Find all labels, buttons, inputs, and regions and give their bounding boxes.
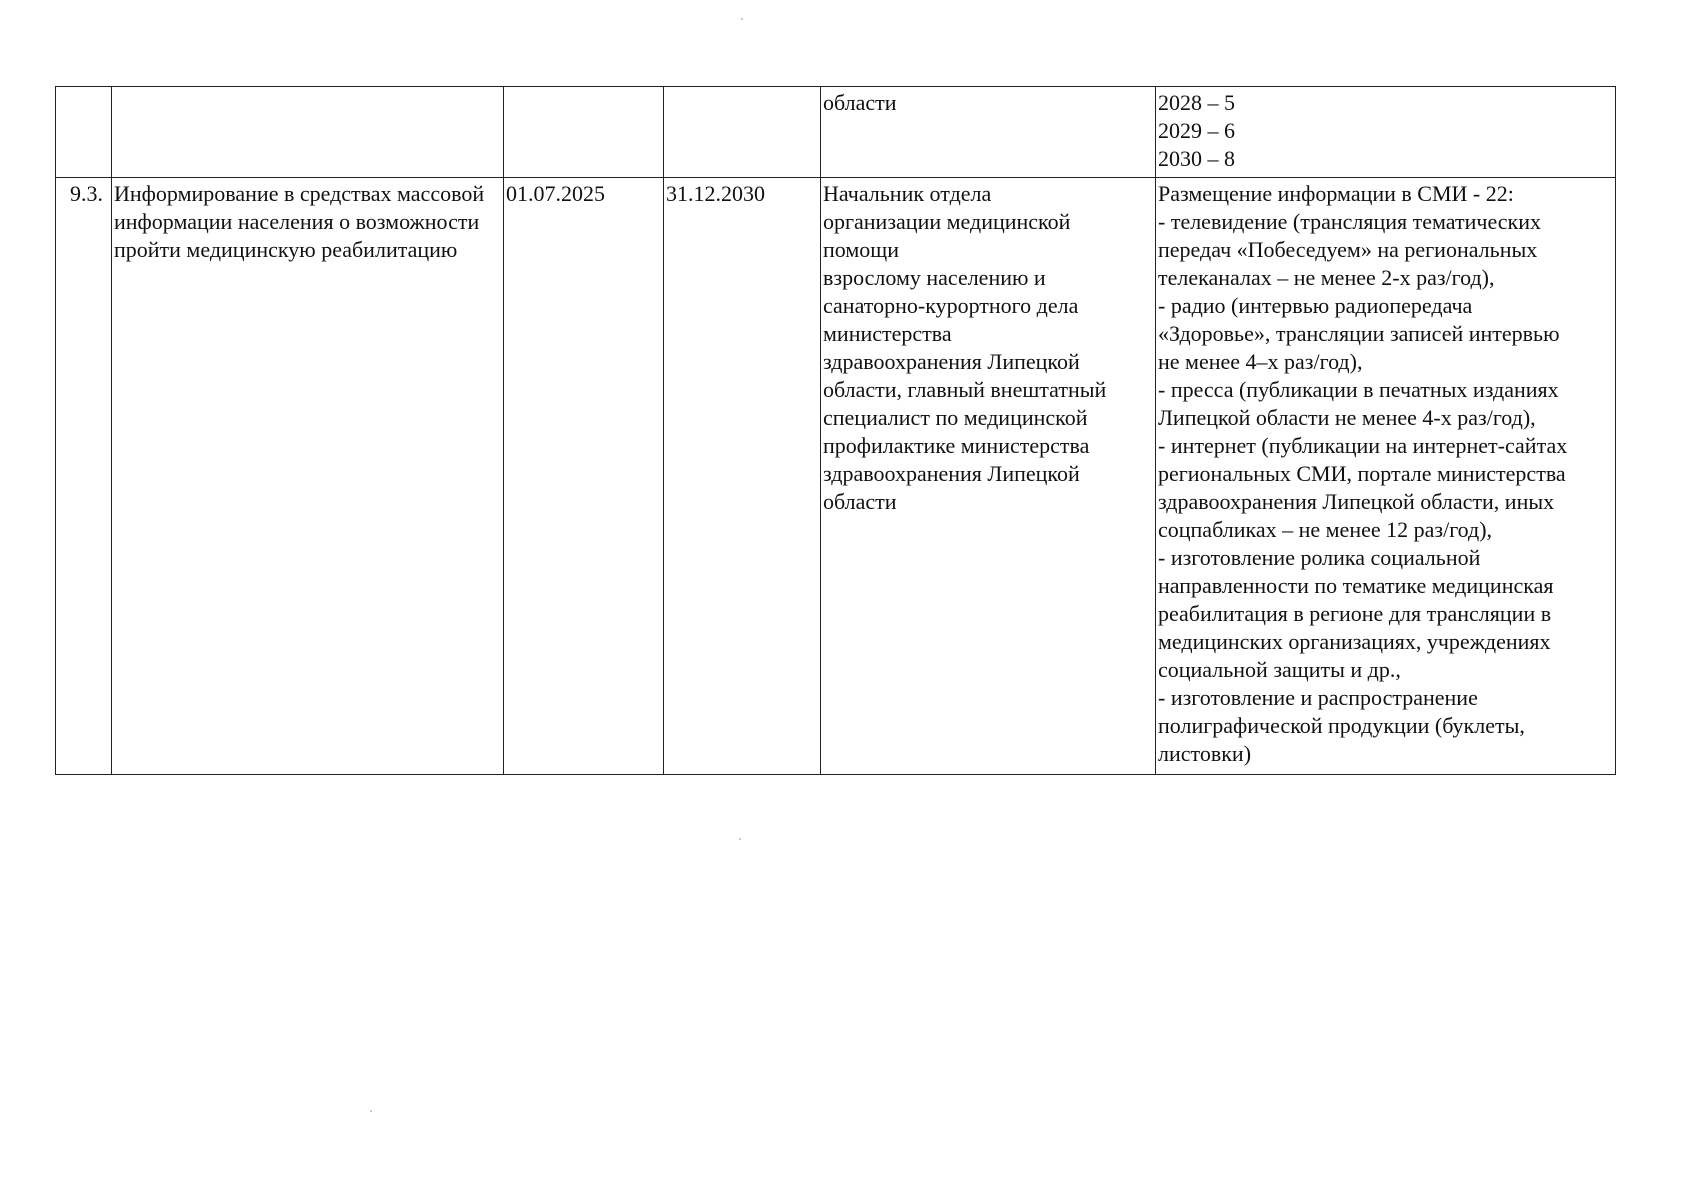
cell-end-date xyxy=(664,87,821,178)
cell-responsible xyxy=(821,87,1156,178)
result-line: - изготовление ролика социальной xyxy=(1158,545,1481,570)
plan-table xyxy=(55,86,1616,775)
result-line: «Здоровье», трансляции записей интервью xyxy=(1158,321,1560,346)
result-line: региональных СМИ, портале министерства xyxy=(1158,461,1566,486)
result-line: телеканалах – не менее 2-х раз/год), xyxy=(1158,265,1495,290)
responsible-line: области, главный внештатный xyxy=(823,377,1107,402)
scan-speck xyxy=(741,18,743,20)
responsible-line: помощи xyxy=(823,237,899,262)
responsible-line: здравоохранения Липецкой xyxy=(823,349,1080,374)
cell-end-date: 31.12.2030 xyxy=(664,178,821,775)
table-row-item-9-3 xyxy=(56,178,1616,775)
responsible-line: Начальник отдела xyxy=(823,181,992,206)
result-line: - интернет (публикации на интернет-сайтах xyxy=(1158,433,1568,458)
result-line: здравоохранения Липецкой области, иных xyxy=(1158,489,1555,514)
table-row-continuation xyxy=(56,87,1616,178)
cell-results xyxy=(1156,178,1616,775)
result-line: социальной защиты и др., xyxy=(1158,657,1401,682)
result-line: медицинских организациях, учреждениях xyxy=(1158,629,1551,654)
result-line: соцпабликах – не менее 12 раз/год), xyxy=(1158,517,1493,542)
result-line: 2028 – 5 xyxy=(1158,90,1235,115)
result-line: - телевидение (трансляция тематических xyxy=(1158,209,1541,234)
cell-responsible xyxy=(821,178,1156,775)
cell-results xyxy=(1156,87,1616,178)
result-line: - радио (интервью радиопередача xyxy=(1158,293,1473,318)
scan-speck xyxy=(739,838,741,840)
responsible-line: взрослому населению и xyxy=(823,265,1046,290)
document-page xyxy=(55,86,1615,775)
result-line: реабилитация в регионе для трансляции в xyxy=(1158,601,1552,626)
cell-number xyxy=(56,87,112,178)
result-line: не менее 4–х раз/год), xyxy=(1158,349,1363,374)
result-line: - изготовление и распространение xyxy=(1158,685,1478,710)
result-line: - пресса (публикации в печатных изданиях xyxy=(1158,377,1559,402)
result-line: 2029 – 6 xyxy=(1158,118,1235,143)
result-line: направленности по тематике медицинская xyxy=(1158,573,1554,598)
cell-start-date xyxy=(504,87,664,178)
result-line: передач «Побеседуем» на региональных xyxy=(1158,237,1538,262)
responsible-line: министерства xyxy=(823,321,952,346)
responsible-line: здравоохранения Липецкой xyxy=(823,461,1080,486)
activity-name: Информирование в средствах массовой информации населения о возможности пройти медицинскую реабилитацию xyxy=(114,181,485,262)
cell-start-date: 01.07.2025 xyxy=(504,178,664,775)
scan-speck xyxy=(370,1110,372,1112)
result-line: полиграфической продукции (буклеты, xyxy=(1158,713,1525,738)
result-line: Липецкой области не менее 4-х раз/год), xyxy=(1158,405,1536,430)
result-line: листовки) xyxy=(1158,741,1252,766)
responsible-line: области xyxy=(823,90,897,115)
responsible-line: области xyxy=(823,489,897,514)
result-line: Размещение информации в СМИ - 22: xyxy=(1158,181,1514,206)
cell-name xyxy=(112,178,504,775)
cell-name xyxy=(112,87,504,178)
responsible-line: профилактике министерства xyxy=(823,433,1090,458)
cell-number: 9.3. xyxy=(56,178,112,775)
responsible-line: санаторно-курортного дела xyxy=(823,293,1079,318)
responsible-line: специалист по медицинской xyxy=(823,405,1088,430)
responsible-line: организации медицинской xyxy=(823,209,1071,234)
result-line: 2030 – 8 xyxy=(1158,146,1235,171)
